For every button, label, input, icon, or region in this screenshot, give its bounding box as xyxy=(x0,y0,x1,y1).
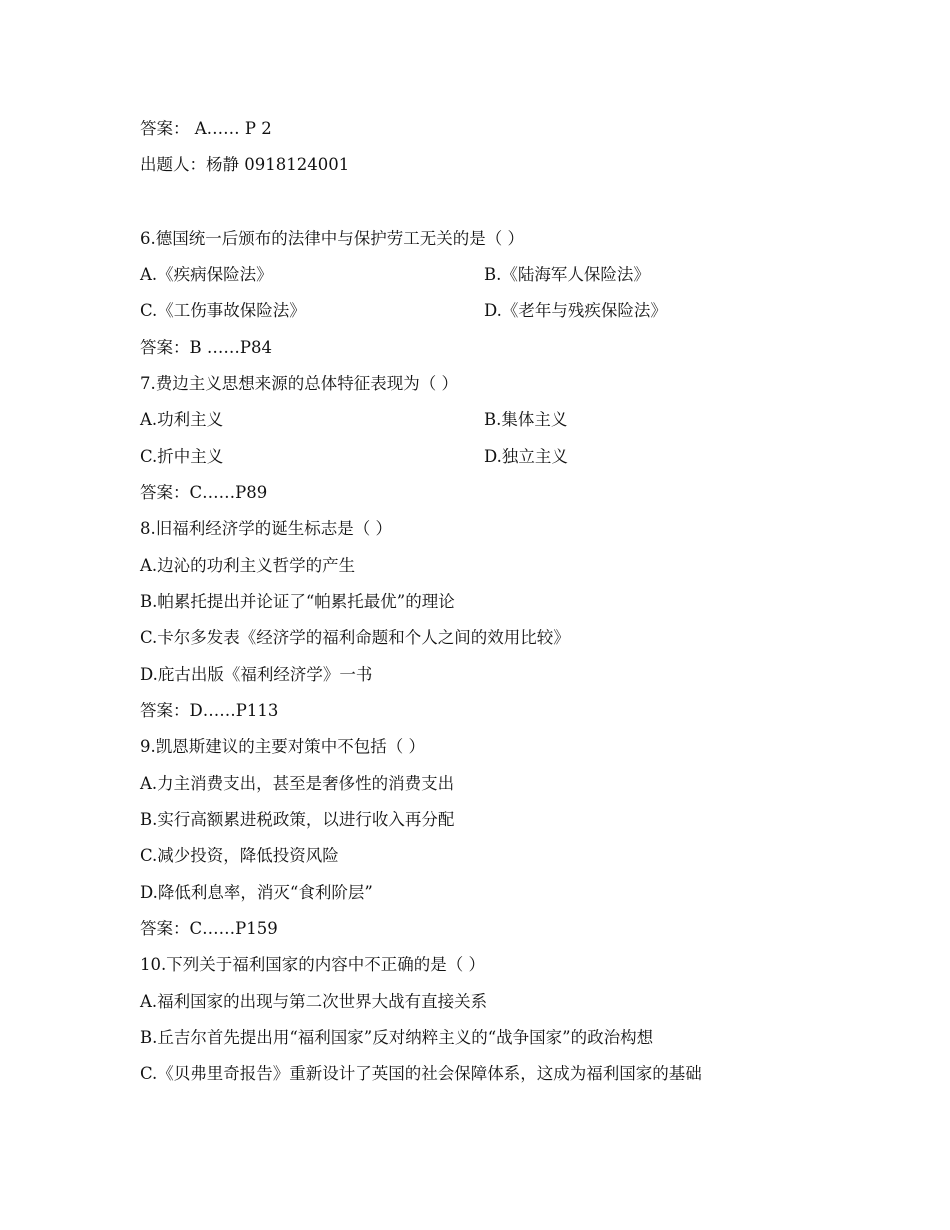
question-10-option-a: A.福利国家的出现与第二次世界大战有直接关系 xyxy=(140,992,488,1011)
question-7-answer: 答案：C……P89 xyxy=(140,483,268,502)
question-6-answer: 答案：B ……P84 xyxy=(140,338,272,357)
question-10-option-b: B.丘吉尔首先提出用“福利国家”反对纳粹主义的“战争国家”的政治构想 xyxy=(140,1028,654,1047)
question-10-text: 10.下列关于福利国家的内容中不正确的是（ ） xyxy=(140,955,485,974)
question-7-text: 7.费边主义思想来源的总体特征表现为（ ） xyxy=(140,374,458,393)
question-7-option-c: C.折中主义 xyxy=(140,447,224,466)
question-9-option-b: B.实行高额累进税政策，以进行收入再分配 xyxy=(140,810,455,829)
question-9-answer: 答案：C……P159 xyxy=(140,919,278,938)
question-6-option-c: C.《工伤事故保险法》 xyxy=(140,301,306,320)
question-9-option-d: D.降低利息率，消灭“食利阶层” xyxy=(140,883,373,902)
question-8-text: 8.旧福利经济学的诞生标志是（ ） xyxy=(140,519,392,538)
question-author: 出题人：杨静 0918124001 xyxy=(140,155,350,174)
question-6-option-d: D.《老年与残疾保险法》 xyxy=(484,301,667,320)
question-10-option-c: C.《贝弗里奇报告》重新设计了英国的社会保障体系，这成为福利国家的基础 xyxy=(140,1064,702,1083)
question-9-option-c: C.减少投资，降低投资风险 xyxy=(140,846,339,865)
question-8-option-d: D.庇古出版《福利经济学》一书 xyxy=(140,665,373,684)
question-8-answer: 答案：D……P113 xyxy=(140,701,279,720)
question-9-option-a: A.力主消费支出，甚至是奢侈性的消费支出 xyxy=(140,774,455,793)
question-8-option-c: C.卡尔多发表《经济学的福利命题和个人之间的效用比较》 xyxy=(140,628,570,647)
question-8-option-a: A.边沁的功利主义哲学的产生 xyxy=(140,556,356,575)
question-9-text: 9.凯恩斯建议的主要对策中不包括（ ） xyxy=(140,737,425,756)
question-8-option-b: B.帕累托提出并论证了“帕累托最优”的理论 xyxy=(140,592,455,611)
question-7-option-d: D.独立主义 xyxy=(484,447,568,466)
question-7-option-b: B.集体主义 xyxy=(484,410,568,429)
question-6-text: 6.德国统一后颁布的法律中与保护劳工无关的是（ ） xyxy=(140,229,524,248)
previous-answer: 答案： A…… P 2 xyxy=(140,119,272,138)
question-6-option-a: A.《疾病保险法》 xyxy=(140,265,273,284)
question-7-option-a: A.功利主义 xyxy=(140,410,224,429)
question-6-option-b: B.《陆海军人保险法》 xyxy=(484,265,650,284)
